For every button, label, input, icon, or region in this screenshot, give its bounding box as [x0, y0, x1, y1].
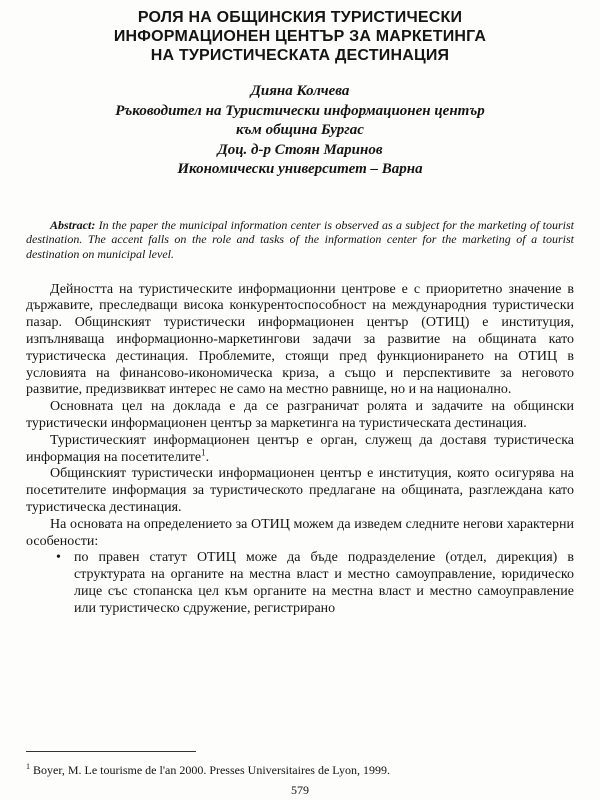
footnote-reference: 1: [201, 446, 206, 457]
abstract: [26, 218, 574, 262]
paragraph: На основата на определението за ОТИЦ можем да изведем следните негови характерни особености:: [26, 516, 574, 549]
paper-title: [26, 8, 574, 65]
feature-list: [26, 550, 574, 617]
paragraph: [26, 433, 574, 467]
author-affiliation: Икономически университет – Варна: [177, 161, 423, 177]
abstract-text: In the paper the municipal information center is observed as a subject for the marketing of tourist destination. The accent falls on the role and tasks of the information center for the marketing of a tourist destination on municipal level.: [26, 217, 574, 261]
list-item: [56, 550, 574, 617]
title-line: РОЛЯ НА ОБЩИНСКИЯ ТУРИСТИЧЕСКИ: [137, 9, 463, 26]
footnote: [26, 760, 574, 777]
abstract-label: Abstract:: [50, 217, 96, 232]
author-block: [26, 82, 574, 180]
body-text: [26, 282, 574, 618]
paragraph: Основната цел на доклада е да се разграничат ролята и задачите на общински туристически информационен център за маркетинга на туристическата дестинация.: [26, 399, 574, 431]
title-line: НА ТУРИСТИЧЕСКАТА ДЕСТИНАЦИЯ: [150, 47, 450, 64]
list-item-text: по правен статут ОТИЦ може да бъде подразделение (отдел, дирекция) в структурата на органите на местна власт и местно самоуправление, юридическо лице със стопанска цел към органите на местна власт и местно самоуправление или туристическо сдружение, регистрирано: [74, 550, 574, 616]
author-affiliation: Ръководител на Туристически информационен център: [115, 102, 485, 119]
footnote-text: Boyer, M. Le tourisme de l'an 2000. Presses Universitaires de Lyon, 1999.: [30, 763, 390, 777]
paragraph: Дейността на туристическите информационни центрове е с приоритетно значение в държавите, преследващи висока конкурентоспособност на международния туристически пазар. Общинският туристически информационен център (ОТИЦ) е институция, изпълняваща информационно-маркетингови задачи за развитие на общината като туристическа дестинация. Проблемите, стоящи пред функционирането на ОТИЦ в условията на финансово-икономическа криза, а също и перспективите за неговото развитие, предизвикват интерес не само на местно равнище, но и на национално.: [26, 281, 574, 398]
page-number: 579: [291, 783, 309, 797]
paragraph-text: .: [205, 449, 210, 465]
paragraph-text: Туристическият информационен център е орган, служещ да доставя туристическа информация на посетителите: [26, 432, 574, 465]
footnote-marker: 1: [26, 762, 30, 771]
title-line: ИНФОРМАЦИОНЕН ЦЕНТЪР ЗА МАРКЕТИНГА: [113, 28, 487, 45]
bullet-icon: •: [56, 550, 61, 566]
author-name: Дияна Колчева: [250, 83, 350, 99]
footnote-divider: [26, 751, 196, 752]
author-affiliation: към община Бургас: [236, 122, 364, 138]
author-name: Доц. д-р Стоян Маринов: [217, 141, 383, 158]
paragraph: Общинският туристически информационен център е институция, която осигурява на посетителите информация за туристическото предлагане на общината, разглеждана като туристическа дестинация.: [26, 466, 574, 515]
